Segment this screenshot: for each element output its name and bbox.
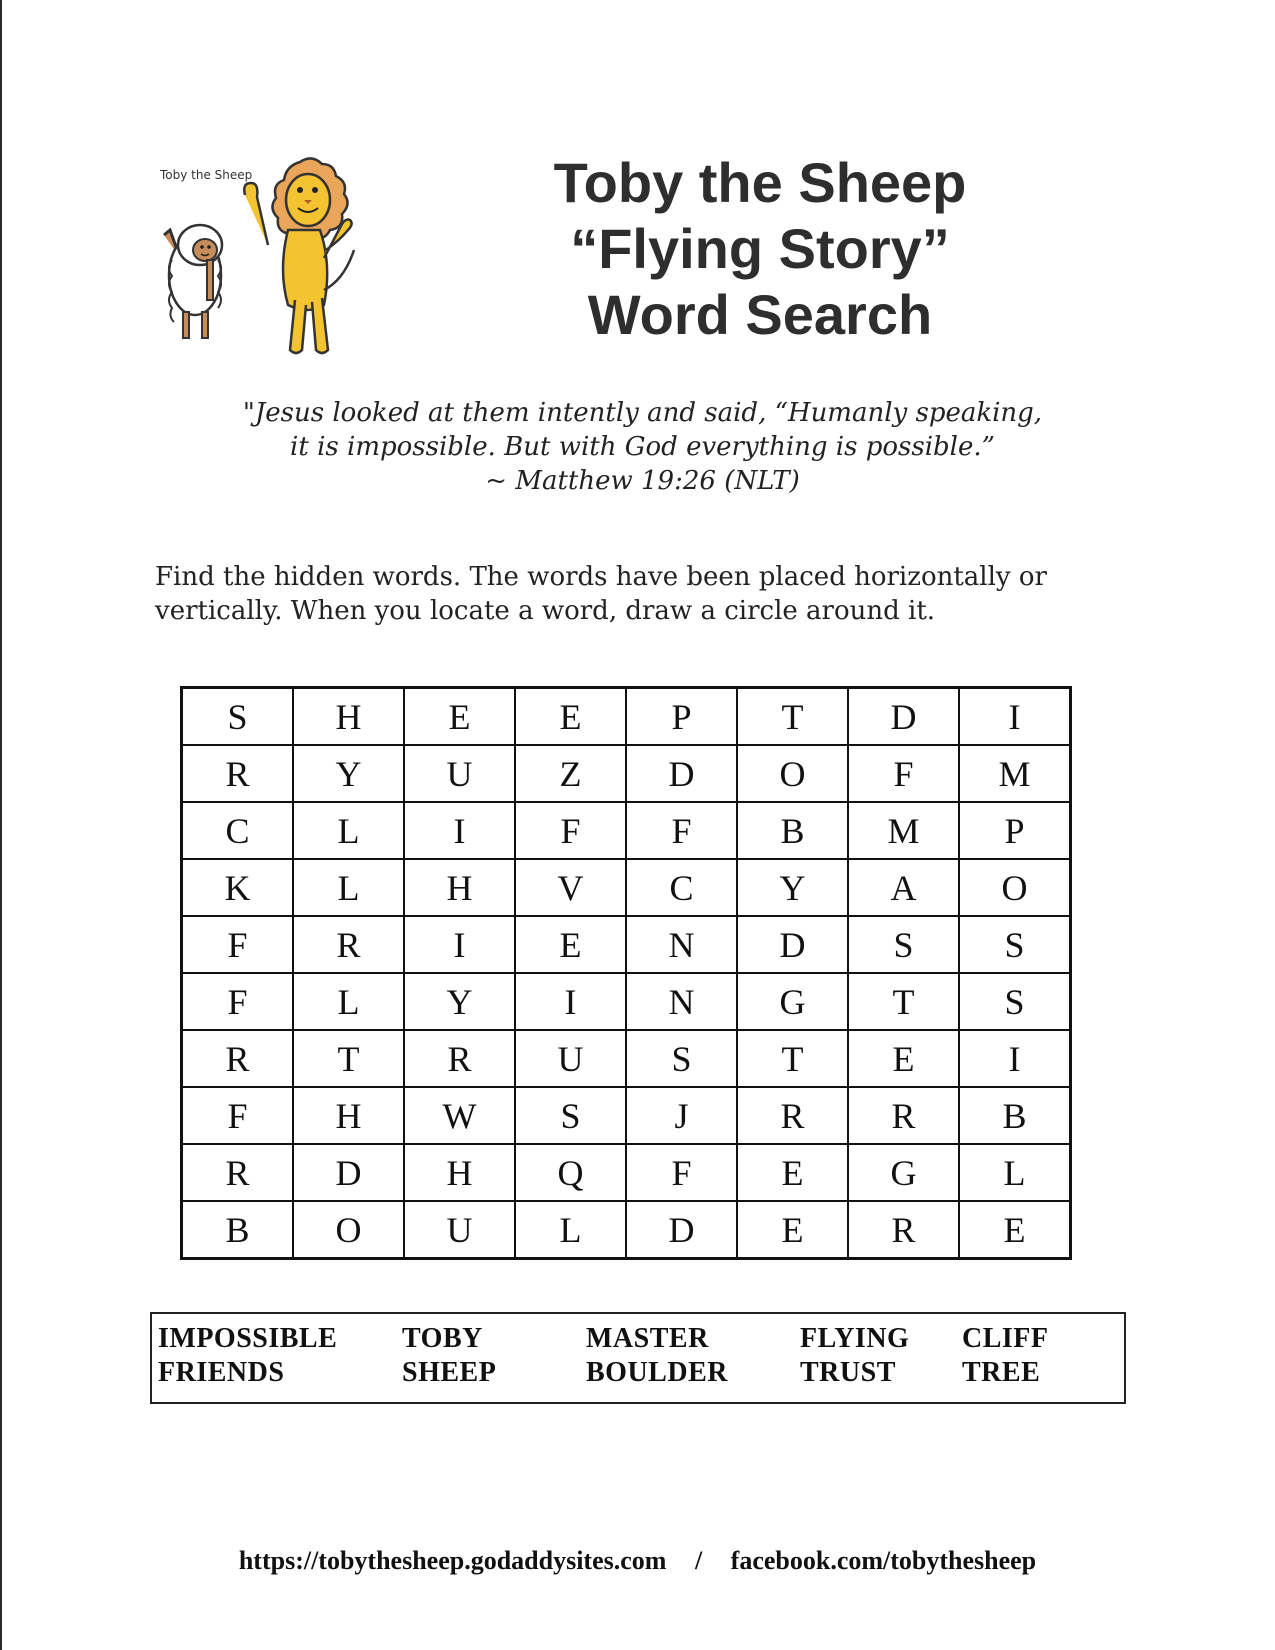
grid-cell[interactable]: F — [182, 916, 294, 973]
grid-cell[interactable]: S — [515, 1087, 626, 1144]
grid-cell[interactable]: Y — [737, 859, 848, 916]
grid-cell[interactable]: Z — [515, 745, 626, 802]
grid-cell[interactable]: E — [737, 1144, 848, 1201]
grid-cell[interactable]: I — [959, 1030, 1071, 1087]
grid-cell[interactable]: Y — [404, 973, 515, 1030]
grid-row — [182, 745, 1071, 802]
grid-cell[interactable]: E — [959, 1201, 1071, 1259]
grid-cell[interactable]: G — [737, 973, 848, 1030]
grid-cell[interactable]: O — [737, 745, 848, 802]
grid-cell[interactable]: F — [182, 973, 294, 1030]
grid-cell[interactable]: C — [182, 802, 294, 859]
grid-cell[interactable]: B — [182, 1201, 294, 1259]
verse-line-1: "Jesus looked at them intently and said, “Humanly speaking, — [242, 398, 1043, 428]
grid-row — [182, 859, 1071, 916]
grid-cell[interactable]: T — [737, 1030, 848, 1087]
grid-cell[interactable]: D — [626, 1201, 737, 1259]
grid-cell[interactable]: O — [293, 1201, 404, 1259]
grid-cell[interactable]: Q — [515, 1144, 626, 1201]
grid-cell[interactable]: G — [848, 1144, 959, 1201]
word-list — [150, 1312, 1126, 1404]
grid-cell[interactable]: T — [848, 973, 959, 1030]
grid-cell[interactable]: L — [959, 1144, 1071, 1201]
grid-cell[interactable]: J — [626, 1087, 737, 1144]
grid-cell[interactable]: F — [182, 1087, 294, 1144]
grid-row — [182, 802, 1071, 859]
word: FLYING — [800, 1323, 910, 1354]
grid-cell[interactable]: U — [515, 1030, 626, 1087]
grid-cell[interactable]: F — [848, 745, 959, 802]
grid-cell[interactable]: H — [404, 859, 515, 916]
grid-cell[interactable]: R — [293, 916, 404, 973]
grid-cell[interactable]: R — [404, 1030, 515, 1087]
instructions — [155, 560, 1135, 628]
footer-separator: / — [694, 1546, 703, 1575]
toby-and-lion-illustration — [150, 150, 390, 365]
word: SHEEP — [402, 1357, 497, 1388]
grid-cell[interactable]: M — [848, 802, 959, 859]
grid-cell[interactable]: R — [848, 1087, 959, 1144]
grid-cell[interactable]: R — [182, 1144, 294, 1201]
grid-cell[interactable]: A — [848, 859, 959, 916]
grid-cell[interactable]: H — [293, 1087, 404, 1144]
word: TREE — [962, 1357, 1041, 1388]
grid-cell[interactable]: U — [404, 745, 515, 802]
grid-cell[interactable]: V — [515, 859, 626, 916]
website-link[interactable]: https://tobythesheep.godaddysites.com — [238, 1546, 667, 1575]
grid-cell[interactable]: E — [848, 1030, 959, 1087]
grid-cell[interactable]: F — [626, 802, 737, 859]
word-column — [158, 1322, 337, 1390]
grid-cell[interactable]: T — [737, 688, 848, 746]
title-line-3: Word Search — [587, 283, 933, 346]
grid-row — [182, 1087, 1071, 1144]
grid-cell[interactable]: E — [737, 1201, 848, 1259]
grid-cell[interactable]: R — [848, 1201, 959, 1259]
grid-cell[interactable]: E — [515, 916, 626, 973]
grid-cell[interactable]: Y — [293, 745, 404, 802]
word-column — [962, 1322, 1049, 1390]
grid-cell[interactable]: D — [293, 1144, 404, 1201]
grid-cell[interactable]: D — [737, 916, 848, 973]
grid-cell[interactable]: L — [515, 1201, 626, 1259]
word: BOULDER — [586, 1357, 728, 1388]
grid-row — [182, 973, 1071, 1030]
grid-cell[interactable]: P — [959, 802, 1071, 859]
word-column — [402, 1322, 496, 1390]
grid-cell[interactable]: S — [959, 916, 1071, 973]
grid-cell[interactable]: C — [626, 859, 737, 916]
grid-row — [182, 1201, 1071, 1259]
sheep-icon — [164, 225, 222, 338]
grid-cell[interactable]: E — [515, 688, 626, 746]
verse-line-2: it is impossible. But with God everything is possible.” — [290, 432, 995, 462]
grid-cell[interactable]: R — [182, 1030, 294, 1087]
title-line-2: “Flying Story” — [570, 217, 950, 280]
word: TRUST — [800, 1357, 896, 1388]
grid-cell[interactable]: I — [959, 688, 1071, 746]
grid-row — [182, 1030, 1071, 1087]
grid-cell[interactable]: I — [515, 973, 626, 1030]
grid-row — [182, 916, 1071, 973]
grid-row — [182, 1144, 1071, 1201]
grid-cell[interactable]: L — [293, 802, 404, 859]
grid-cell[interactable]: B — [959, 1087, 1071, 1144]
grid-cell[interactable]: S — [182, 688, 294, 746]
grid-cell[interactable]: W — [404, 1087, 515, 1144]
grid-cell[interactable]: E — [404, 688, 515, 746]
grid-cell[interactable]: R — [182, 745, 294, 802]
grid-cell[interactable]: B — [737, 802, 848, 859]
word: MASTER — [586, 1323, 709, 1354]
word: FRIENDS — [158, 1357, 285, 1388]
grid-cell[interactable]: T — [293, 1030, 404, 1087]
instructions-line-2: vertically. When you locate a word, draw a circle around it. — [155, 596, 936, 626]
word-column — [586, 1322, 728, 1390]
grid-cell[interactable]: O — [959, 859, 1071, 916]
word: CLIFF — [962, 1323, 1049, 1354]
grid-cell[interactable]: F — [515, 802, 626, 859]
grid-cell[interactable]: H — [293, 688, 404, 746]
grid-cell[interactable]: S — [959, 973, 1071, 1030]
grid-cell[interactable]: M — [959, 745, 1071, 802]
grid-cell[interactable]: U — [404, 1201, 515, 1259]
grid-cell[interactable]: L — [293, 973, 404, 1030]
grid-cell[interactable]: D — [848, 688, 959, 746]
grid-cell[interactable]: L — [293, 859, 404, 916]
facebook-link[interactable]: facebook.com/tobythesheep — [730, 1546, 1037, 1575]
verse-reference: ~ Matthew 19:26 (NLT) — [485, 466, 800, 496]
grid-cell[interactable]: K — [182, 859, 294, 916]
grid-cell[interactable]: I — [404, 916, 515, 973]
word: IMPOSSIBLE — [158, 1323, 338, 1354]
grid-cell[interactable]: H — [404, 1144, 515, 1201]
grid-cell[interactable]: I — [404, 802, 515, 859]
grid-cell[interactable]: P — [626, 688, 737, 746]
grid-cell[interactable]: S — [848, 916, 959, 973]
word-search-grid — [180, 686, 1072, 1260]
bible-verse — [150, 396, 1135, 498]
grid-cell[interactable]: F — [626, 1144, 737, 1201]
logo-caption: Toby the Sheep — [160, 168, 253, 182]
grid-cell[interactable]: S — [626, 1030, 737, 1087]
page-edge — [0, 0, 2, 1650]
word: TOBY — [402, 1323, 483, 1354]
grid-row — [182, 688, 1071, 746]
grid-cell[interactable]: N — [626, 916, 737, 973]
page-title — [520, 150, 1000, 348]
footer — [0, 1546, 1275, 1576]
grid-cell[interactable]: N — [626, 973, 737, 1030]
word-column — [800, 1322, 909, 1390]
instructions-line-1: Find the hidden words. The words have been placed horizontally or — [155, 562, 1047, 592]
title-line-1: Toby the Sheep — [553, 151, 967, 214]
lion-icon — [244, 158, 354, 353]
grid-cell[interactable]: D — [626, 745, 737, 802]
grid-cell[interactable]: R — [737, 1087, 848, 1144]
